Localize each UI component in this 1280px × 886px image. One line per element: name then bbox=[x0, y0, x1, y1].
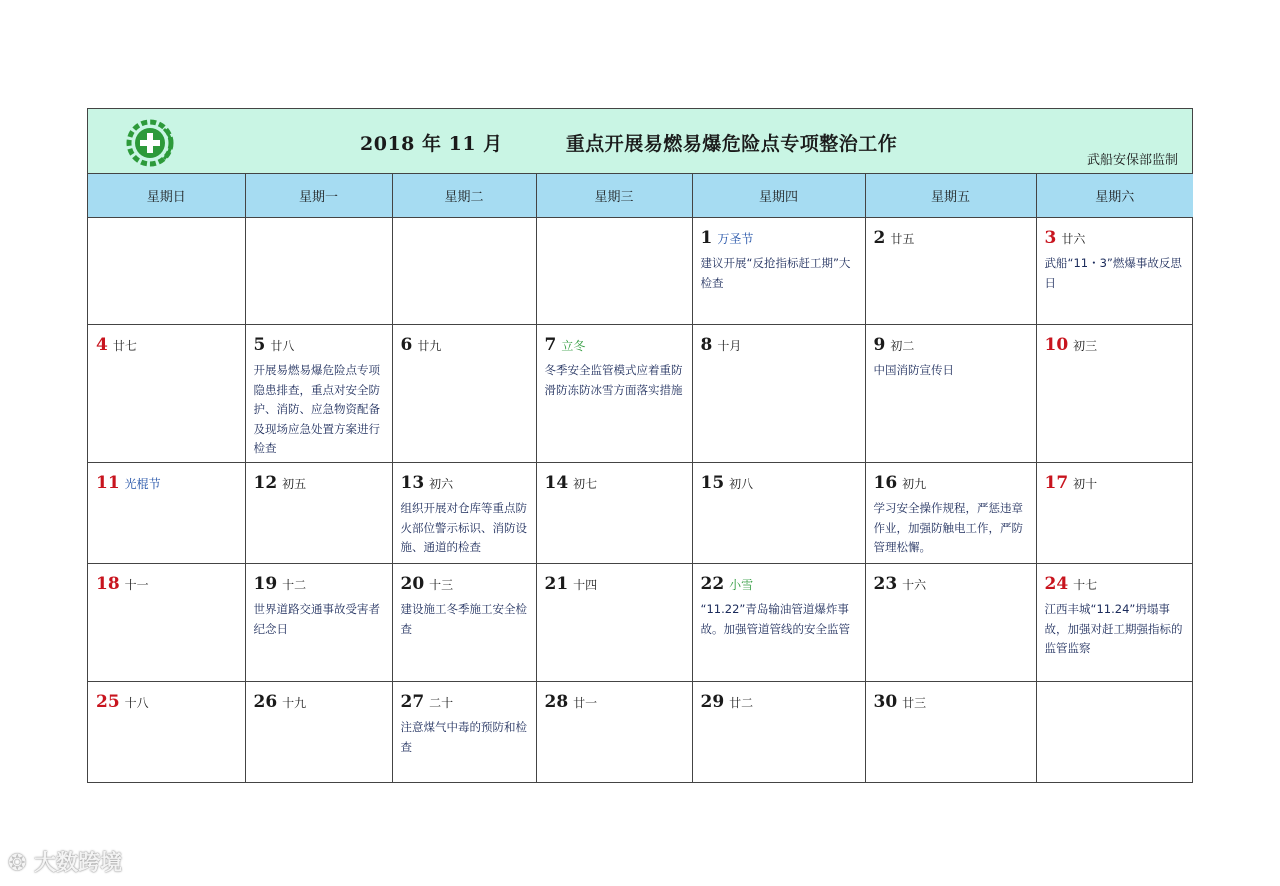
brand-logo-icon: ❂ bbox=[8, 851, 35, 876]
watermark bbox=[8, 846, 122, 877]
watermark-text: 大数跨境 bbox=[34, 851, 123, 876]
event-note: 建设施工冬季施工安全检查 bbox=[400, 602, 527, 636]
event-note: “11.22”青岛输油管道爆炸事故。加强管道管线的安全监管 bbox=[700, 602, 850, 636]
weekday-header: 星期六 bbox=[1036, 174, 1193, 218]
lunar-date: 十七 bbox=[1073, 578, 1098, 592]
lunar-date: 十九 bbox=[282, 696, 307, 710]
credit-label: 武船安保部监制 bbox=[1086, 153, 1178, 168]
day-cell bbox=[1036, 463, 1193, 564]
page-title bbox=[360, 129, 897, 156]
day-number: 18 bbox=[96, 574, 120, 594]
day-cell bbox=[865, 463, 1036, 564]
day-number: 12 bbox=[253, 473, 278, 493]
day-number: 25 bbox=[96, 692, 120, 712]
event-note: 开展易燃易爆危险点专项隐患排查，重点对安全防护、消防、应急物资配备及现场应急处置方案进行检查 bbox=[253, 363, 380, 455]
day-cell bbox=[392, 564, 536, 682]
empty-day-cell bbox=[392, 218, 536, 325]
empty-day-cell bbox=[88, 218, 245, 325]
event-note: 江西丰城“11.24”坍塌事故，加强对赶工期强指标的监管监察 bbox=[1044, 602, 1183, 655]
day-cell bbox=[245, 463, 392, 564]
week-row bbox=[88, 325, 1193, 463]
lunar-date: 廿六 bbox=[1061, 232, 1086, 246]
event-note: 世界道路交通事故受害者纪念日 bbox=[253, 602, 380, 636]
lunar-date: 初十 bbox=[1073, 477, 1098, 491]
day-number: 9 bbox=[873, 335, 886, 355]
day-number: 2 bbox=[873, 228, 886, 248]
theme-title: 重点开展易燃易爆危险点专项整治工作 bbox=[565, 133, 898, 155]
empty-day-cell bbox=[1036, 682, 1193, 783]
lunar-date: 廿三 bbox=[902, 696, 927, 710]
day-number: 21 bbox=[544, 574, 569, 594]
day-number: 27 bbox=[400, 692, 425, 712]
lunar-date: 十三 bbox=[429, 578, 454, 592]
day-number: 22 bbox=[700, 574, 725, 594]
festival-label: 万圣节 bbox=[717, 232, 754, 246]
day-number: 7 bbox=[544, 335, 557, 355]
lunar-date: 初九 bbox=[902, 477, 927, 491]
day-cell bbox=[692, 682, 865, 783]
day-number: 15 bbox=[700, 473, 725, 493]
day-cell bbox=[536, 564, 692, 682]
day-cell bbox=[392, 325, 536, 463]
event-note: 组织开展对仓库等重点防火部位警示标识、消防设施、通道的检查 bbox=[400, 501, 527, 554]
day-number: 28 bbox=[544, 692, 569, 712]
lunar-date: 初七 bbox=[573, 477, 598, 491]
day-number: 26 bbox=[253, 692, 278, 712]
day-cell bbox=[1036, 325, 1193, 463]
day-number: 13 bbox=[400, 473, 425, 493]
day-number: 24 bbox=[1044, 574, 1069, 594]
lunar-date: 廿七 bbox=[112, 339, 137, 353]
week-row bbox=[88, 218, 1193, 325]
event-note: 中国消防宣传日 bbox=[873, 363, 954, 377]
lunar-date: 初八 bbox=[729, 477, 754, 491]
weekday-header: 星期二 bbox=[392, 174, 536, 218]
day-cell bbox=[245, 325, 392, 463]
day-number: 8 bbox=[700, 335, 713, 355]
day-number: 10 bbox=[1044, 335, 1069, 355]
lunar-date: 十八 bbox=[124, 696, 149, 710]
day-number: 16 bbox=[873, 473, 898, 493]
lunar-date: 初五 bbox=[282, 477, 307, 491]
lunar-date: 十六 bbox=[902, 578, 927, 592]
day-cell bbox=[245, 682, 392, 783]
day-cell bbox=[392, 463, 536, 564]
lunar-date: 二十 bbox=[429, 696, 454, 710]
lunar-date: 初二 bbox=[890, 339, 915, 353]
event-note: 武船“11・3”燃爆事故反思日 bbox=[1044, 256, 1182, 290]
day-cell bbox=[692, 463, 865, 564]
day-cell bbox=[392, 682, 536, 783]
lunar-date: 廿一 bbox=[573, 696, 598, 710]
lunar-date: 廿五 bbox=[890, 232, 915, 246]
day-cell bbox=[865, 325, 1036, 463]
day-cell bbox=[1036, 564, 1193, 682]
weekday-header-row bbox=[88, 174, 1193, 218]
lunar-date: 十四 bbox=[573, 578, 598, 592]
day-cell bbox=[536, 325, 692, 463]
day-number: 19 bbox=[253, 574, 278, 594]
weekday-header: 星期五 bbox=[865, 174, 1036, 218]
lunar-date: 十一 bbox=[124, 578, 149, 592]
day-number: 23 bbox=[873, 574, 898, 594]
weekday-header: 星期日 bbox=[88, 174, 245, 218]
day-number: 29 bbox=[700, 692, 725, 712]
day-cell bbox=[865, 564, 1036, 682]
day-number: 3 bbox=[1044, 228, 1057, 248]
weekday-header: 星期三 bbox=[536, 174, 692, 218]
safety-cross-gear-icon bbox=[124, 119, 180, 167]
day-cell bbox=[1036, 218, 1193, 325]
event-note: 学习安全操作规程，严惩违章作业，加强防触电工作，严防管理松懈。 bbox=[873, 501, 1023, 554]
lunar-date: 初六 bbox=[429, 477, 454, 491]
calendar-body bbox=[88, 218, 1193, 783]
day-number: 14 bbox=[544, 473, 569, 493]
week-row bbox=[88, 564, 1193, 682]
month-label: 2018 年 11 月 bbox=[360, 133, 503, 155]
day-cell bbox=[692, 218, 865, 325]
lunar-date: 廿二 bbox=[729, 696, 754, 710]
day-cell bbox=[88, 325, 245, 463]
day-cell bbox=[692, 564, 865, 682]
title-banner bbox=[88, 109, 1192, 174]
lunar-date: 廿九 bbox=[417, 339, 442, 353]
week-row bbox=[88, 682, 1193, 783]
calendar-grid bbox=[88, 174, 1193, 782]
day-cell bbox=[692, 325, 865, 463]
day-cell bbox=[536, 463, 692, 564]
day-number: 5 bbox=[253, 335, 266, 355]
day-number: 30 bbox=[873, 692, 898, 712]
week-row bbox=[88, 463, 1193, 564]
day-cell bbox=[245, 564, 392, 682]
day-number: 17 bbox=[1044, 473, 1069, 493]
festival-label: 光棍节 bbox=[124, 477, 161, 491]
solar-term-label: 立冬 bbox=[561, 339, 586, 353]
event-note: 注意煤气中毒的预防和检查 bbox=[400, 720, 527, 754]
event-note: 建议开展“反抢指标赶工期”大检查 bbox=[700, 256, 851, 290]
lunar-date: 十二 bbox=[282, 578, 307, 592]
day-number: 4 bbox=[96, 335, 108, 355]
empty-day-cell bbox=[536, 218, 692, 325]
weekday-header: 星期四 bbox=[692, 174, 865, 218]
empty-day-cell bbox=[245, 218, 392, 325]
day-cell bbox=[88, 564, 245, 682]
day-cell bbox=[536, 682, 692, 783]
day-cell bbox=[88, 463, 245, 564]
day-cell bbox=[865, 218, 1036, 325]
lunar-date: 初三 bbox=[1073, 339, 1098, 353]
event-note: 冬季安全监管模式应着重防滑防冻防冰雪方面落实措施 bbox=[544, 363, 683, 397]
weekday-header: 星期一 bbox=[245, 174, 392, 218]
day-number: 1 bbox=[700, 228, 713, 248]
solar-term-label: 小雪 bbox=[729, 578, 754, 592]
lunar-date: 十月 bbox=[717, 339, 742, 353]
calendar-sheet bbox=[87, 108, 1193, 783]
day-number: 6 bbox=[400, 335, 413, 355]
day-number: 11 bbox=[96, 473, 120, 493]
lunar-date: 廿八 bbox=[270, 339, 295, 353]
day-cell bbox=[88, 682, 245, 783]
day-number: 20 bbox=[400, 574, 425, 594]
day-cell bbox=[865, 682, 1036, 783]
